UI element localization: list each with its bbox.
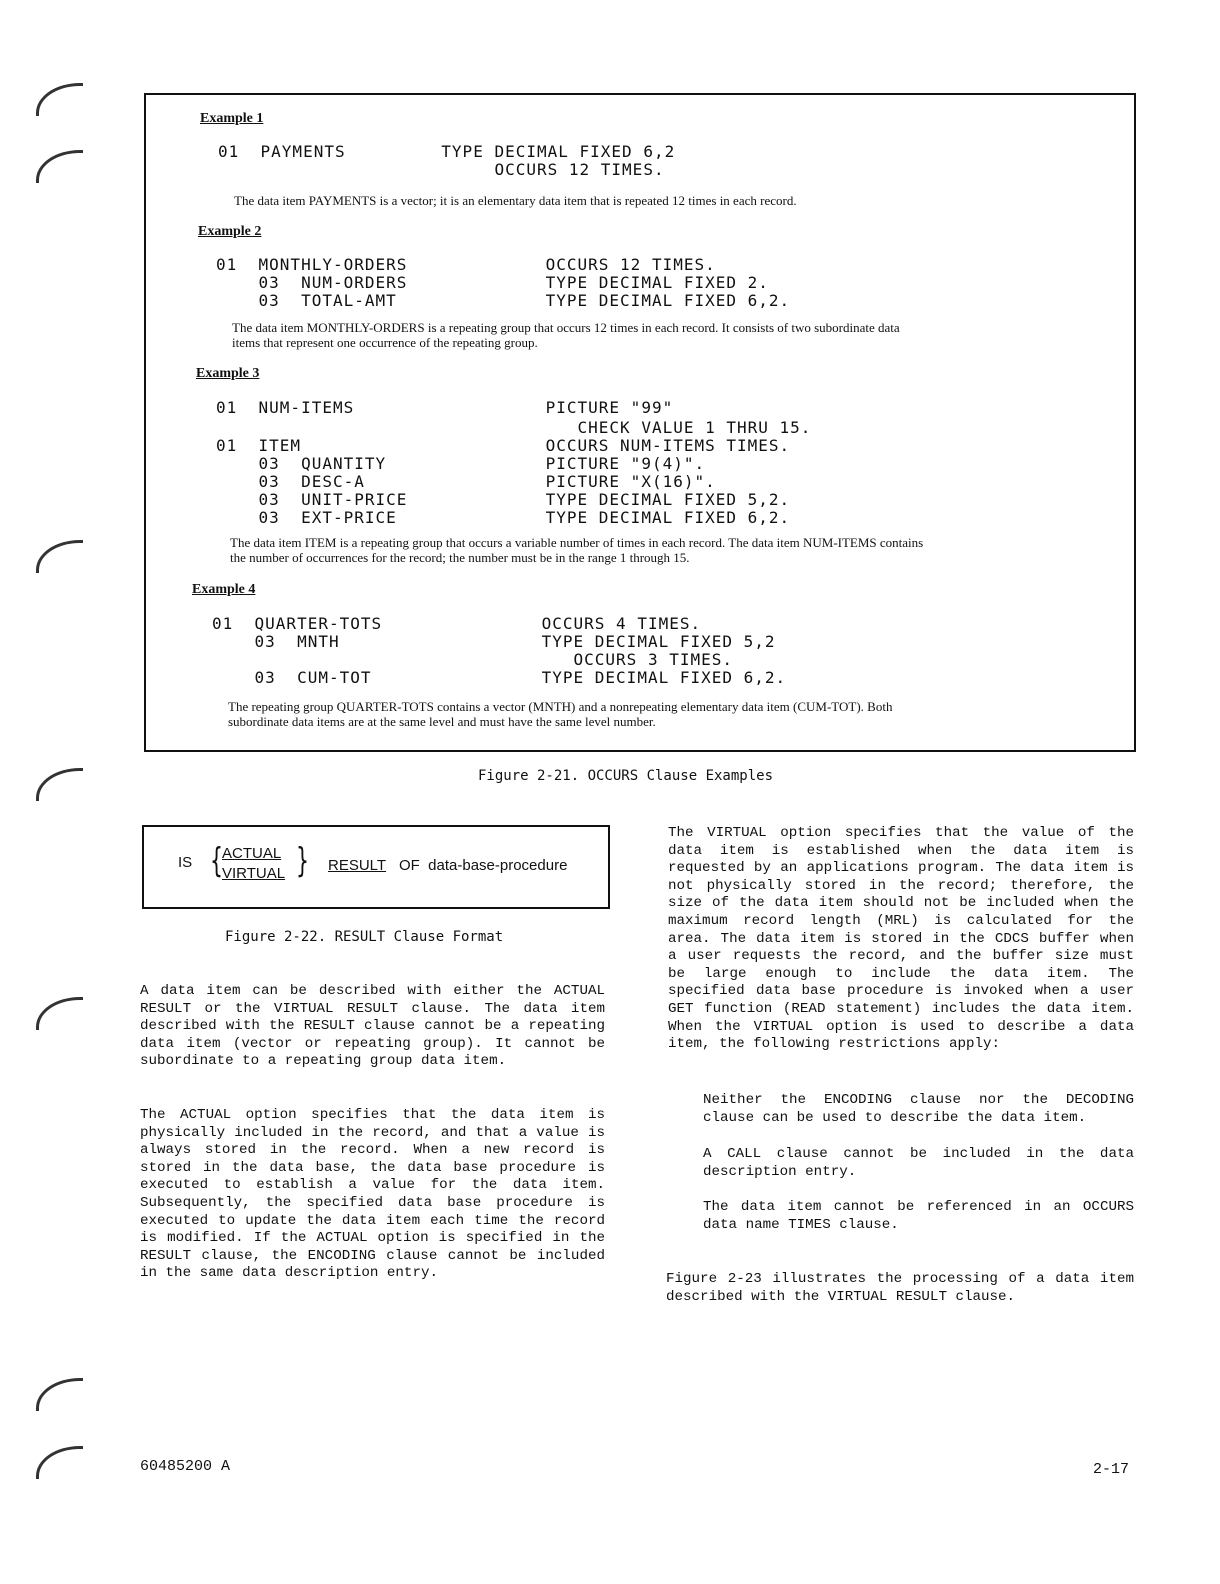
figure-2-21-caption: Figure 2-21. OCCURS Clause Examples <box>478 768 774 784</box>
example-3-code-line: 03 EXT-PRICE TYPE DECIMAL FIXED 6,2. <box>216 508 791 527</box>
example-4-code-line: 01 QUARTER-TOTS OCCURS 4 TIMES. <box>212 614 702 633</box>
example-3-code-line: 01 ITEM OCCURS NUM-ITEMS TIMES. <box>216 436 791 455</box>
example-3-code-line: CHECK VALUE 1 THRU 15. <box>216 418 812 437</box>
left-paragraph-1: A data item can be described with either the ACTUAL RESULT or the VIRTUAL RESULT clause. The data item described with the RESULT clause cannot be a repeating data item (vector or repeating group). It cannot be subordinate to a repeating group data item. <box>140 983 605 1070</box>
example-2-note: The data item MONTHLY-ORDERS is a repeating group that occurs 12 times in each record. It consists of two subordinate data <box>232 320 900 335</box>
right-paragraph-2: Figure 2-23 illustrates the processing of a data item described with the VIRTUAL RESULT clause. <box>666 1271 1134 1305</box>
example-2-code-line: 01 MONTHLY-ORDERS OCCURS 12 TIMES. <box>216 255 716 274</box>
left-brace: { <box>210 841 223 881</box>
example-3-note: The data item ITEM is a repeating group that occurs a variable number of times in each record. The data item NUM-ITEMS contains <box>230 535 924 550</box>
document-number: 60485200 A <box>140 1458 231 1475</box>
example-3-code-line: 03 DESC-A PICTURE "X(16)". <box>216 472 716 491</box>
right-brace: } <box>296 841 309 881</box>
page-number: 2-17 <box>1093 1461 1130 1478</box>
example-4-code-line: 03 MNTH TYPE DECIMAL FIXED 5,2 <box>212 632 776 651</box>
example-3-code-line: 03 UNIT-PRICE TYPE DECIMAL FIXED 5,2. <box>216 490 791 509</box>
left-paragraph-2: The ACTUAL option specifies that the data item is physically included in the record, and that a value is always stored in the record. When a new record is stored in the data base, the data base procedure is executed to establish a value for the data item. Subsequently, the specified data base procedure is executed to update the data item each time the record is modified. If the ACTUAL option is specified in the RESULT clause, the ENCODING clause cannot be included in the same data description entry. <box>140 1107 605 1282</box>
occurs-examples-figure <box>144 93 1136 752</box>
example-1-code-line: 01 PAYMENTS TYPE DECIMAL FIXED 6,2 <box>218 142 676 161</box>
example-4-code-line: OCCURS 3 TIMES. <box>212 650 734 669</box>
example-3-note: the number of occurrences for the record; the number must be in the range 1 through 15. <box>230 550 690 565</box>
option-actual: ACTUAL <box>222 845 282 862</box>
result-clause-rest: OF data-base-procedure <box>399 857 568 874</box>
example-3-heading: Example 3 <box>196 366 260 381</box>
binder-hole-mark <box>36 83 83 116</box>
binder-hole-mark <box>36 1446 83 1479</box>
example-4-heading: Example 4 <box>192 582 256 597</box>
example-4-note: The repeating group QUARTER-TOTS contains a vector (MNTH) and a nonrepeating elementary data item (CUM-TOT). Both <box>228 699 893 714</box>
example-1-code-line: OCCURS 12 TIMES. <box>218 160 665 179</box>
figure-2-22-caption: Figure 2-22. RESULT Clause Format <box>225 929 504 945</box>
is-keyword: IS <box>178 854 193 871</box>
example-3-code-line: 01 NUM-ITEMS PICTURE "99" <box>216 398 674 417</box>
restriction-item: A CALL clause cannot be included in the data description entry. <box>703 1146 1134 1180</box>
restriction-item: Neither the ENCODING clause nor the DECODING clause can be used to describe the data item. <box>703 1092 1134 1126</box>
example-1-note: The data item PAYMENTS is a vector; it is an elementary data item that is repeated 12 times in each record. <box>234 193 797 208</box>
binder-hole-mark <box>36 540 83 573</box>
right-paragraph-1: The VIRTUAL option specifies that the value of the data item is established when the data item is requested by an applications program. The data item is not physically stored in the record; therefore, the size of the data item should not be included when the maximum record length (MRL) is calculated for the area. The data item is stored in the CDCS buffer when a user requests the record, and the buffer size must be large enough to include the data item. The specified data base procedure is invoked when a user GET function (READ statement) includes the data item. When the VIRTUAL option is used to describe a data item, the following restrictions apply: <box>668 825 1134 1053</box>
example-2-code-line: 03 TOTAL-AMT TYPE DECIMAL FIXED 6,2. <box>216 291 791 310</box>
binder-hole-mark <box>36 1378 83 1411</box>
restriction-item: The data item cannot be referenced in an OCCURS data name TIMES clause. <box>703 1199 1134 1233</box>
example-1-heading: Example 1 <box>200 111 264 126</box>
example-4-note: subordinate data items are at the same level and must have the same level number. <box>228 714 656 729</box>
result-keyword: RESULT <box>328 857 387 874</box>
example-2-note: items that represent one occurrence of the repeating group. <box>232 335 538 350</box>
example-4-code-line: 03 CUM-TOT TYPE DECIMAL FIXED 6,2. <box>212 668 787 687</box>
example-3-code-line: 03 QUANTITY PICTURE "9(4)". <box>216 454 706 473</box>
result-clause-format-box <box>142 825 610 909</box>
binder-hole-mark <box>36 150 83 183</box>
binder-hole-mark <box>36 768 83 801</box>
example-2-code-line: 03 NUM-ORDERS TYPE DECIMAL FIXED 2. <box>216 273 769 292</box>
example-2-heading: Example 2 <box>198 224 262 239</box>
binder-hole-mark <box>36 997 83 1030</box>
option-virtual: VIRTUAL <box>222 865 286 882</box>
